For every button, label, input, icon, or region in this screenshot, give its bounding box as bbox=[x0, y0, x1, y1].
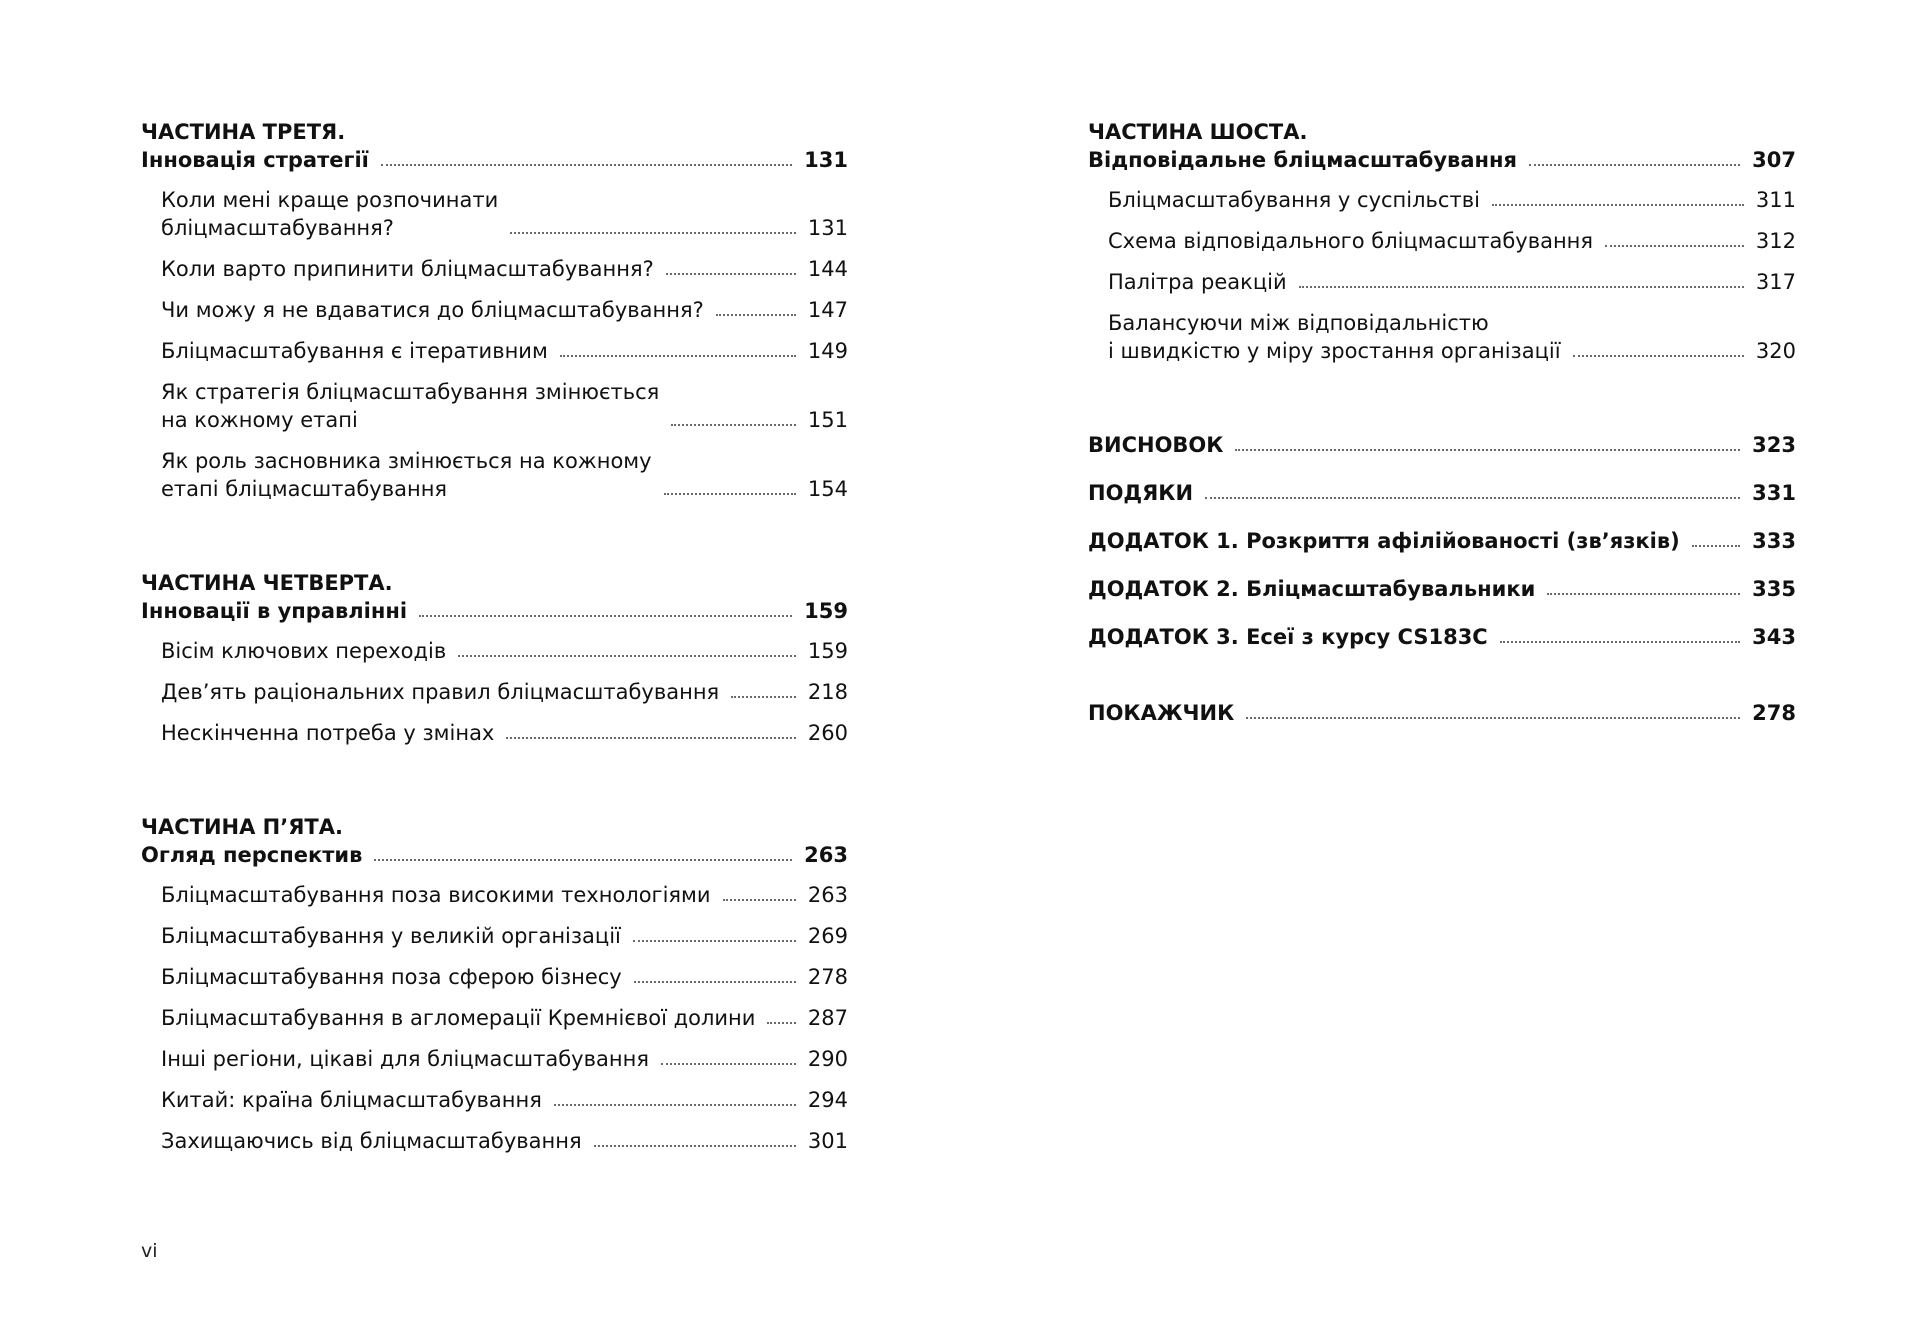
page-ref: 335 bbox=[1752, 577, 1796, 601]
page-ref: 323 bbox=[1752, 433, 1796, 457]
part-title-row[interactable] bbox=[141, 146, 848, 174]
entry-title: Бліцмасштабування у суспільстві bbox=[1108, 188, 1480, 212]
toc-left-column bbox=[141, 118, 848, 1221]
page-ref: 294 bbox=[807, 1088, 848, 1112]
part-title: Інновації в управлінні bbox=[141, 599, 408, 623]
page-ref: 312 bbox=[1755, 229, 1796, 253]
toc-entry[interactable] bbox=[141, 922, 848, 950]
dot-leader bbox=[419, 615, 792, 617]
toc-part bbox=[141, 569, 848, 747]
toc-entry[interactable] bbox=[141, 186, 848, 242]
page-ref: 331 bbox=[1752, 481, 1796, 505]
part-label: ЧАСТИНА ТРЕТЯ. bbox=[141, 120, 346, 144]
entry-title: Бліцмасштабування у великій організації bbox=[161, 924, 621, 948]
dot-leader bbox=[661, 1063, 796, 1065]
toc-entry[interactable] bbox=[141, 637, 848, 665]
toc-entry[interactable] bbox=[141, 378, 848, 434]
page-ref: 301 bbox=[807, 1129, 848, 1153]
page-ref: 287 bbox=[807, 1006, 848, 1030]
major-title: ВИСНОВОК bbox=[1088, 433, 1224, 457]
page-ref: 263 bbox=[804, 843, 848, 867]
toc-entry[interactable] bbox=[141, 881, 848, 909]
entry-title: Чи можу я не вдаватися до бліцмасштабування? bbox=[161, 298, 704, 322]
dot-leader bbox=[458, 655, 796, 657]
toc-entry[interactable] bbox=[141, 1127, 848, 1155]
toc-entry[interactable] bbox=[141, 1004, 848, 1032]
toc-entry[interactable] bbox=[1088, 227, 1796, 255]
toc-index-entry[interactable] bbox=[1088, 699, 1796, 727]
part-title: Інновація стратегії bbox=[141, 148, 369, 172]
entry-title: Інші регіони, цікаві для бліцмасштабування bbox=[161, 1047, 649, 1071]
entry-title: Коли варто припинити бліцмасштабування? bbox=[161, 257, 654, 281]
page-ref: 307 bbox=[1752, 148, 1796, 172]
page-ref: 149 bbox=[807, 339, 848, 363]
entry-title: Дев’ять раціональних правил бліцмасштабування bbox=[161, 680, 720, 704]
part-label: ЧАСТИНА ШОСТА. bbox=[1088, 120, 1308, 144]
page-ref: 320 bbox=[1755, 339, 1796, 363]
dot-leader bbox=[1605, 245, 1744, 247]
major-title: ДОДАТОК 3. Есеї з курсу CS183C bbox=[1088, 625, 1488, 649]
page-ref: 343 bbox=[1752, 625, 1796, 649]
part-title-row[interactable] bbox=[1088, 146, 1796, 174]
dot-leader bbox=[1500, 641, 1740, 643]
page-ref: 317 bbox=[1755, 270, 1796, 294]
toc-major-entry[interactable] bbox=[1088, 479, 1796, 507]
dot-leader bbox=[1246, 717, 1740, 719]
page-ref: 290 bbox=[807, 1047, 848, 1071]
dot-leader bbox=[554, 1104, 796, 1106]
toc-entry[interactable] bbox=[141, 1045, 848, 1073]
entry-title: Бліцмасштабування поза високими технологіями bbox=[161, 883, 711, 907]
toc-entry[interactable] bbox=[1088, 309, 1796, 365]
part-label: ЧАСТИНА ЧЕТВЕРТА. bbox=[141, 571, 393, 595]
dot-leader bbox=[716, 314, 796, 316]
dot-leader bbox=[1547, 593, 1740, 595]
page-ref: 278 bbox=[807, 965, 848, 989]
dot-leader bbox=[1529, 164, 1740, 166]
page-ref: 131 bbox=[807, 216, 848, 240]
entry-title: Схема відповідального бліцмасштабування bbox=[1108, 229, 1594, 253]
toc-part bbox=[141, 813, 848, 1155]
toc-entry[interactable] bbox=[141, 296, 848, 324]
page-ref: 159 bbox=[804, 599, 848, 623]
toc-entry[interactable] bbox=[1088, 186, 1796, 214]
page-ref: 311 bbox=[1755, 188, 1796, 212]
major-title: ПОДЯКИ bbox=[1088, 481, 1194, 505]
entry-title: Захищаючись від бліцмасштабування bbox=[161, 1129, 582, 1153]
page-ref: 269 bbox=[807, 924, 848, 948]
toc-entry[interactable] bbox=[1088, 268, 1796, 296]
dot-leader bbox=[634, 981, 796, 983]
toc-major-entry[interactable] bbox=[1088, 623, 1796, 651]
toc-major-entry[interactable] bbox=[1088, 527, 1796, 555]
major-title: ДОДАТОК 1. Розкриття афілійованості (зв’язків) bbox=[1088, 529, 1680, 553]
dot-leader bbox=[1692, 545, 1740, 547]
part-title-row[interactable] bbox=[141, 597, 848, 625]
entry-title: Як стратегія бліцмасштабування змінюється на кожному етапі bbox=[161, 380, 660, 432]
toc-major-entry[interactable] bbox=[1088, 575, 1796, 603]
dot-leader bbox=[731, 696, 796, 698]
dot-leader bbox=[1573, 355, 1744, 357]
toc-entry[interactable] bbox=[141, 1086, 848, 1114]
dot-leader bbox=[633, 940, 796, 942]
page-ref: 263 bbox=[807, 883, 848, 907]
entry-title: Бліцмасштабування в агломерації Кремнієвої долини bbox=[161, 1006, 756, 1030]
dot-leader bbox=[1235, 449, 1740, 451]
dot-leader bbox=[510, 232, 796, 234]
page-ref: 333 bbox=[1752, 529, 1796, 553]
part-title: Огляд перспектив bbox=[141, 843, 363, 867]
entry-title: Як роль засновника змінюється на кожному етапі бліцмасштабування bbox=[161, 449, 652, 501]
toc-entry[interactable] bbox=[141, 255, 848, 283]
dot-leader bbox=[374, 859, 792, 861]
entry-title: Коли мені краще розпочинати бліцмасштабування? bbox=[161, 188, 499, 240]
page-ref: 260 bbox=[807, 721, 848, 745]
dot-leader bbox=[767, 1022, 796, 1024]
page-ref: 151 bbox=[807, 408, 848, 432]
dot-leader bbox=[664, 493, 796, 495]
toc-entry[interactable] bbox=[141, 678, 848, 706]
toc-right-column bbox=[1088, 118, 1796, 727]
toc-part bbox=[141, 118, 848, 503]
entry-title: Балансуючи між відповідальністю і швидкістю у міру зростання організації bbox=[1108, 311, 1561, 363]
dot-leader bbox=[666, 273, 796, 275]
dot-leader bbox=[560, 355, 796, 357]
major-title: ДОДАТОК 2. Бліцмасштабувальники bbox=[1088, 577, 1536, 601]
toc-entry[interactable] bbox=[141, 447, 848, 503]
dot-leader bbox=[506, 737, 796, 739]
entry-title: Бліцмасштабування поза сферою бізнесу bbox=[161, 965, 622, 989]
entry-title: Нескінченна потреба у змінах bbox=[161, 721, 495, 745]
toc-entry[interactable] bbox=[141, 337, 848, 365]
page-ref: 144 bbox=[807, 257, 848, 281]
entry-title: Бліцмасштабування є ітеративним bbox=[161, 339, 548, 363]
part-title-row[interactable] bbox=[141, 841, 848, 869]
part-title: Відповідальне бліцмасштабування bbox=[1088, 148, 1517, 172]
dot-leader bbox=[1299, 286, 1744, 288]
entry-title: Вісім ключових переходів bbox=[161, 639, 447, 663]
dot-leader bbox=[1205, 497, 1740, 499]
dot-leader bbox=[594, 1145, 796, 1147]
index-title: ПОКАЖЧИК bbox=[1088, 701, 1235, 725]
page-ref: 159 bbox=[807, 639, 848, 663]
toc-entry[interactable] bbox=[141, 719, 848, 747]
page-ref: 154 bbox=[807, 477, 848, 501]
dot-leader bbox=[671, 424, 796, 426]
part-label: ЧАСТИНА П’ЯТА. bbox=[141, 815, 343, 839]
page-ref: 131 bbox=[804, 148, 848, 172]
page-ref: 147 bbox=[807, 298, 848, 322]
toc-major-entry[interactable] bbox=[1088, 431, 1796, 459]
page-ref: 218 bbox=[807, 680, 848, 704]
toc-part bbox=[1088, 118, 1796, 365]
dot-leader bbox=[1492, 204, 1744, 206]
dot-leader bbox=[381, 164, 792, 166]
entry-title: Китай: країна бліцмасштабування bbox=[161, 1088, 542, 1112]
entry-title: Палітра реакцій bbox=[1108, 270, 1287, 294]
page-number: vi bbox=[141, 1240, 158, 1262]
page-ref: 278 bbox=[1752, 701, 1796, 725]
dot-leader bbox=[723, 899, 796, 901]
toc-entry[interactable] bbox=[141, 963, 848, 991]
